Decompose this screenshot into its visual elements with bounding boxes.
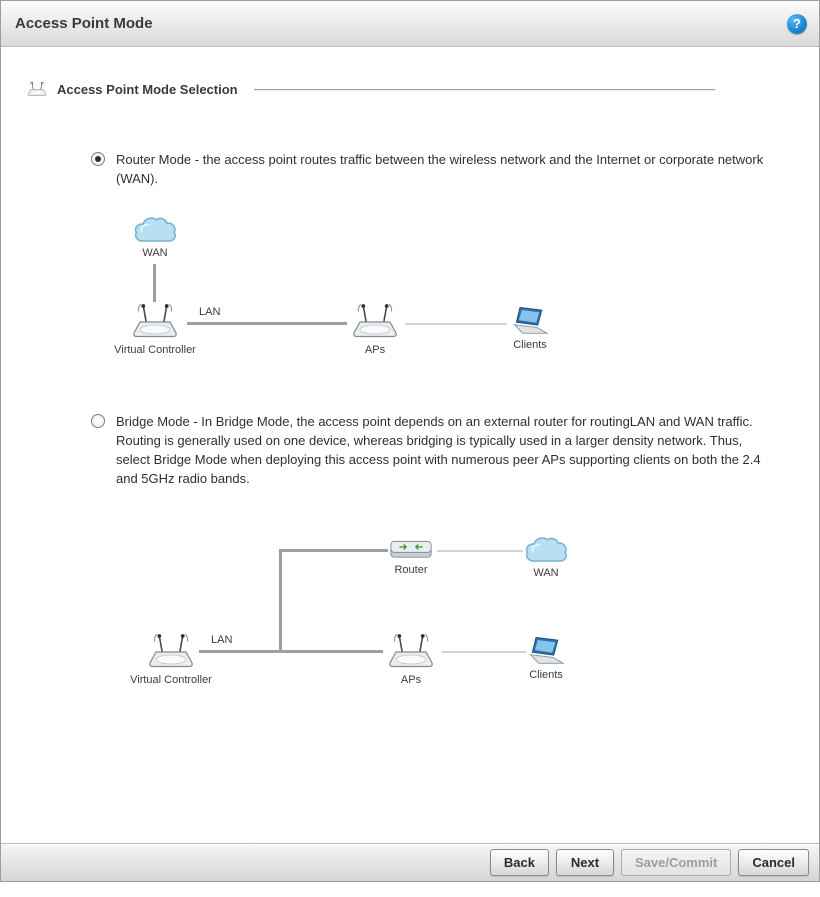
router-mode-diagram [105, 214, 605, 386]
bridge-mode-label: Bridge Mode - In Bridge Mode, the access point depends on an external router for routingLAN and WAN traffic. Routing is generally used on one device, whereas bridging is typically used in a larger density network. Thus, select Bridge Mode when deploying this access point with numerous peer APs supporting clients on both the 2.4 and 5GHz radio bands. [116, 414, 761, 486]
clients-label: Clients [529, 669, 563, 681]
router-node [366, 537, 456, 576]
access-point-icon [347, 302, 403, 342]
junction-link [279, 549, 282, 653]
cancel-button[interactable]: Cancel [738, 849, 809, 876]
virtual-controller-node [110, 302, 200, 356]
aps-node [366, 632, 456, 686]
dialog-header [1, 1, 819, 47]
router-mode-option [91, 150, 795, 188]
aps-label: APs [400, 674, 422, 686]
access-point-icon [127, 302, 183, 342]
router-label: Router [394, 564, 428, 576]
router-mode-label: Router Mode - the access point routes traffic between the wireless network and the Internet or corporate network (WAN). [116, 152, 764, 186]
save-commit-button[interactable]: Save/Commit [621, 849, 731, 876]
clients-node [485, 306, 575, 351]
section-divider [254, 89, 715, 91]
aps-label: APs [364, 344, 386, 356]
access-point-icon [143, 632, 199, 672]
page-title: Access Point Mode [15, 15, 153, 32]
clients-label: Clients [513, 339, 547, 351]
access-point-icon [25, 81, 49, 98]
section-title: Access Point Mode Selection [57, 82, 238, 97]
controller-junction-link [199, 650, 279, 653]
wan-label: WAN [533, 567, 559, 579]
dialog-content [1, 47, 819, 843]
controller-aps-link [187, 322, 347, 325]
bridge-mode-option [91, 412, 795, 488]
virtual-controller-label: Virtual Controller [114, 344, 196, 356]
back-button[interactable]: Back [490, 849, 549, 876]
wan-controller-link [153, 264, 156, 302]
cloud-icon [132, 214, 178, 245]
virtual-controller-label: Virtual Controller [130, 674, 212, 686]
bridge-mode-diagram [111, 534, 611, 714]
router-icon [388, 537, 434, 562]
aps-node [330, 302, 420, 356]
help-icon[interactable]: ? [787, 14, 807, 34]
router-mode-radio[interactable] [91, 152, 105, 166]
access-point-icon [383, 632, 439, 672]
bridge-mode-radio[interactable] [91, 414, 105, 428]
clients-node [501, 636, 591, 681]
laptop-icon [526, 636, 566, 667]
cloud-icon [523, 534, 569, 565]
virtual-controller-node [126, 632, 216, 686]
wan-node [501, 534, 591, 579]
next-button[interactable]: Next [556, 849, 614, 876]
wan-label: WAN [142, 247, 168, 259]
lan-label: LAN [199, 306, 221, 318]
laptop-icon [510, 306, 550, 337]
footer-bar [1, 843, 819, 881]
wan-node [110, 214, 200, 259]
section-header [25, 81, 795, 98]
lan-label: LAN [211, 634, 233, 646]
